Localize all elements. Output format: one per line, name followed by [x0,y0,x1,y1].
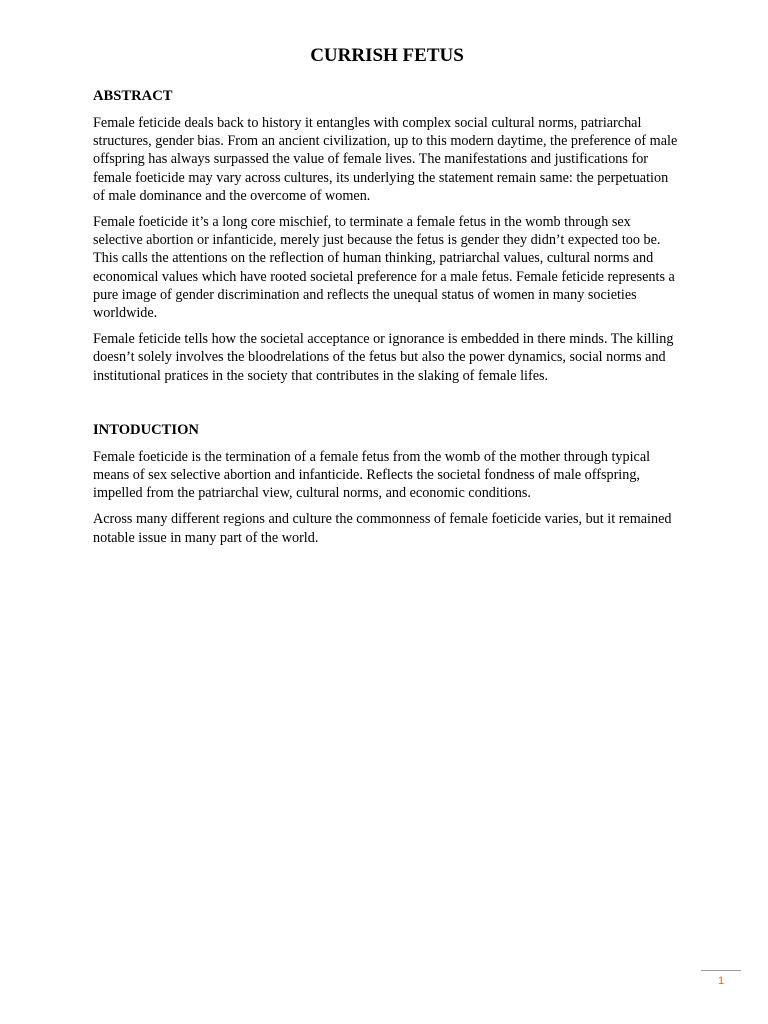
page-number: 1 [717,975,725,987]
introduction-paragraph-2: Across many different regions and culture the commonness of female foeticide varies, but it remained notable issue in many part of the world. [93,511,672,546]
document-body [93,87,681,555]
abstract-paragraph-1: Female feticide deals back to history it entangles with complex social cultural norms, patriarchal structures, gender bias. From an ancient civilization, up to this modern daytime, the preference of male offspring has always surpassed the value of female lives. The manifestations and justifications for female foeticide may vary across cultures, its underlying the statement remain same: the perpetuation of male dominance and the overcome of women. [93,115,678,204]
section-heading-abstract: ABSTRACT [93,88,173,104]
introduction-section [93,421,681,547]
document-title: CURRISH FETUS [310,45,464,66]
section-heading-introduction: INTODUCTION [93,421,199,438]
section-spacer [93,393,681,421]
footer-rule [701,970,741,971]
abstract-paragraph-3: Female feticide tells how the societal acceptance or ignorance is embedded in there minds. The killing doesn’t solely involves the bloodrelations of the fetus but also the power dynamics, social norms and institutional pratices in the society that contributes in the slaking of female lifes. [93,331,674,384]
abstract-section [93,87,681,385]
introduction-paragraph-1: Female foeticide is the termination of a female fetus from the womb of the mother through typical means of sex selective abortion and infanticide. Reflects the societal fondness of male offspring, impelled from the patriarchal view, cultural norms, and economic conditions. [93,448,651,502]
abstract-paragraph-2: Female foeticide it’s a long core mischief, to terminate a female fetus in the womb through sex selective abortion or infanticide, merely just because the fetus is gender they didn’t expected too be. This calls the attentions on the reflection of human thinking, patriarchal values, cultural norms and economical values which have rooted societal preference for a male fetus. Female feticide represents a pure image of gender discrimination and reflects the unequal status of women in many societies worldwide. [93,214,675,322]
